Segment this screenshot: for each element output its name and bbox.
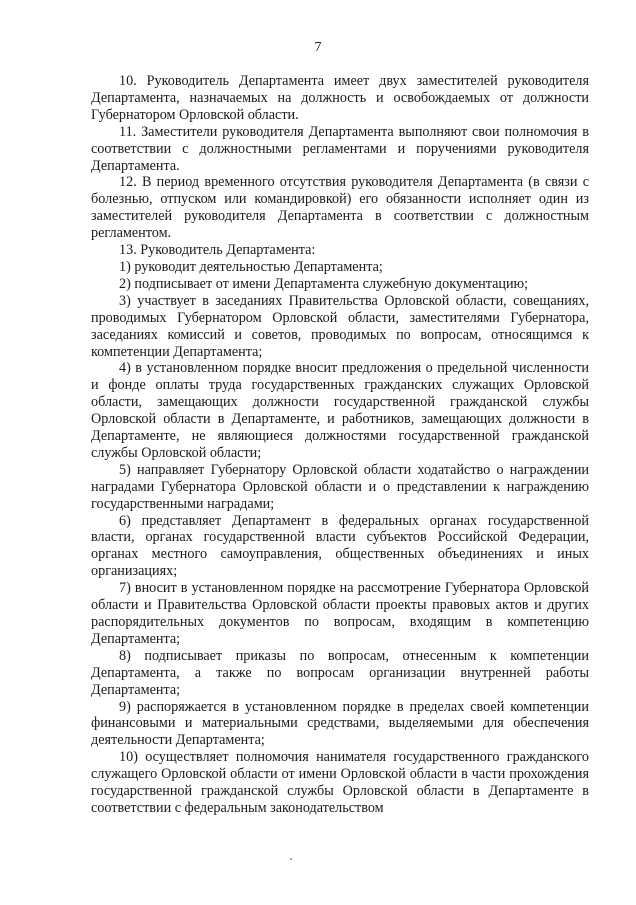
list-item-10: 10) осуществляет полномочия нанимателя государственного гражданского служащего Орловской области от имени Орловской области в части прохождения государственной гражданской службы Орловской области в Департаменте в соответствии с федеральным законодательством [91, 749, 589, 816]
list-item-1: 1) руководит деятельностью Департамента; [119, 258, 383, 275]
list-item-2: 2) подписывает от имени Департамента служебную документацию; [119, 275, 529, 292]
paragraph-11: 11. Заместители руководителя Департамента выполняют свои полномочия в соответствии с должностными регламентами и поручениями руководителя Департамента. [91, 123, 589, 174]
paragraph-10: 10. Руководитель Департамента имеет двух заместителей руководителя Департамента, назначаемых на должность и освобождаемых от должности Губернатором Орловской области. [91, 73, 589, 123]
scan-speck [290, 858, 292, 860]
list-item-5: 5) направляет Губернатору Орловской области ходатайство о награждении наградами Губернатора Орловской области и о представлении к награждению государственными наградами; [91, 461, 589, 512]
list-item-4: 4) в установленном порядке вносит предложения о предельной численности и фонде оплаты труда государственных гражданских служащих Орловской области, замещающих должности государственной гражданской службы Орловской области в Департаменте, и работников, замещающих должности в Департаменте, не являющиеся должностями государственной гражданской службы Орловской области; [91, 360, 589, 461]
paragraph-13-heading: 13. Руководитель Департамента: [119, 242, 316, 259]
list-item-7: 7) вносит в установленном порядке на рассмотрение Губернатора Орловской области и Правительства Орловской области проекты правовых актов и других распорядительных документов по вопросам, входящим в компетенцию Департамента; [91, 580, 589, 647]
page-number: 7 [314, 40, 322, 55]
list-item-9: 9) распоряжается в установленном порядке в пределах своей компетенции финансовыми и материальными средствами, выделяемыми для обеспечения деятельности Департамента; [91, 698, 589, 749]
paragraph-12: 12. В период временного отсутствия руководителя Департамента (в связи с болезнью, отпуском или командировкой) его обязанности исполняет один из заместителей руководителя Департамента в соответствии с должностным регламентом. [91, 174, 589, 242]
list-item-6: 6) представляет Департамент в федеральных органах государственной власти, органах государственной власти субъектов Российской Федерации, органах местного самоуправления, общественных объединениях и иных организациях; [91, 512, 589, 580]
document-body [91, 73, 589, 817]
list-item-8: 8) подписывает приказы по вопросам, отнесенным к компетенции Департамента, а также по вопросам организации внутренней работы Департамента; [91, 647, 589, 698]
list-item-3: 3) участвует в заседаниях Правительства Орловской области, совещаниях, проводимых Губернатором Орловской области, заместителями Губернатора, заседаниях комиссий и советов, проводимых по вопросам, относящимся к компетенции Департамента; [91, 292, 589, 360]
